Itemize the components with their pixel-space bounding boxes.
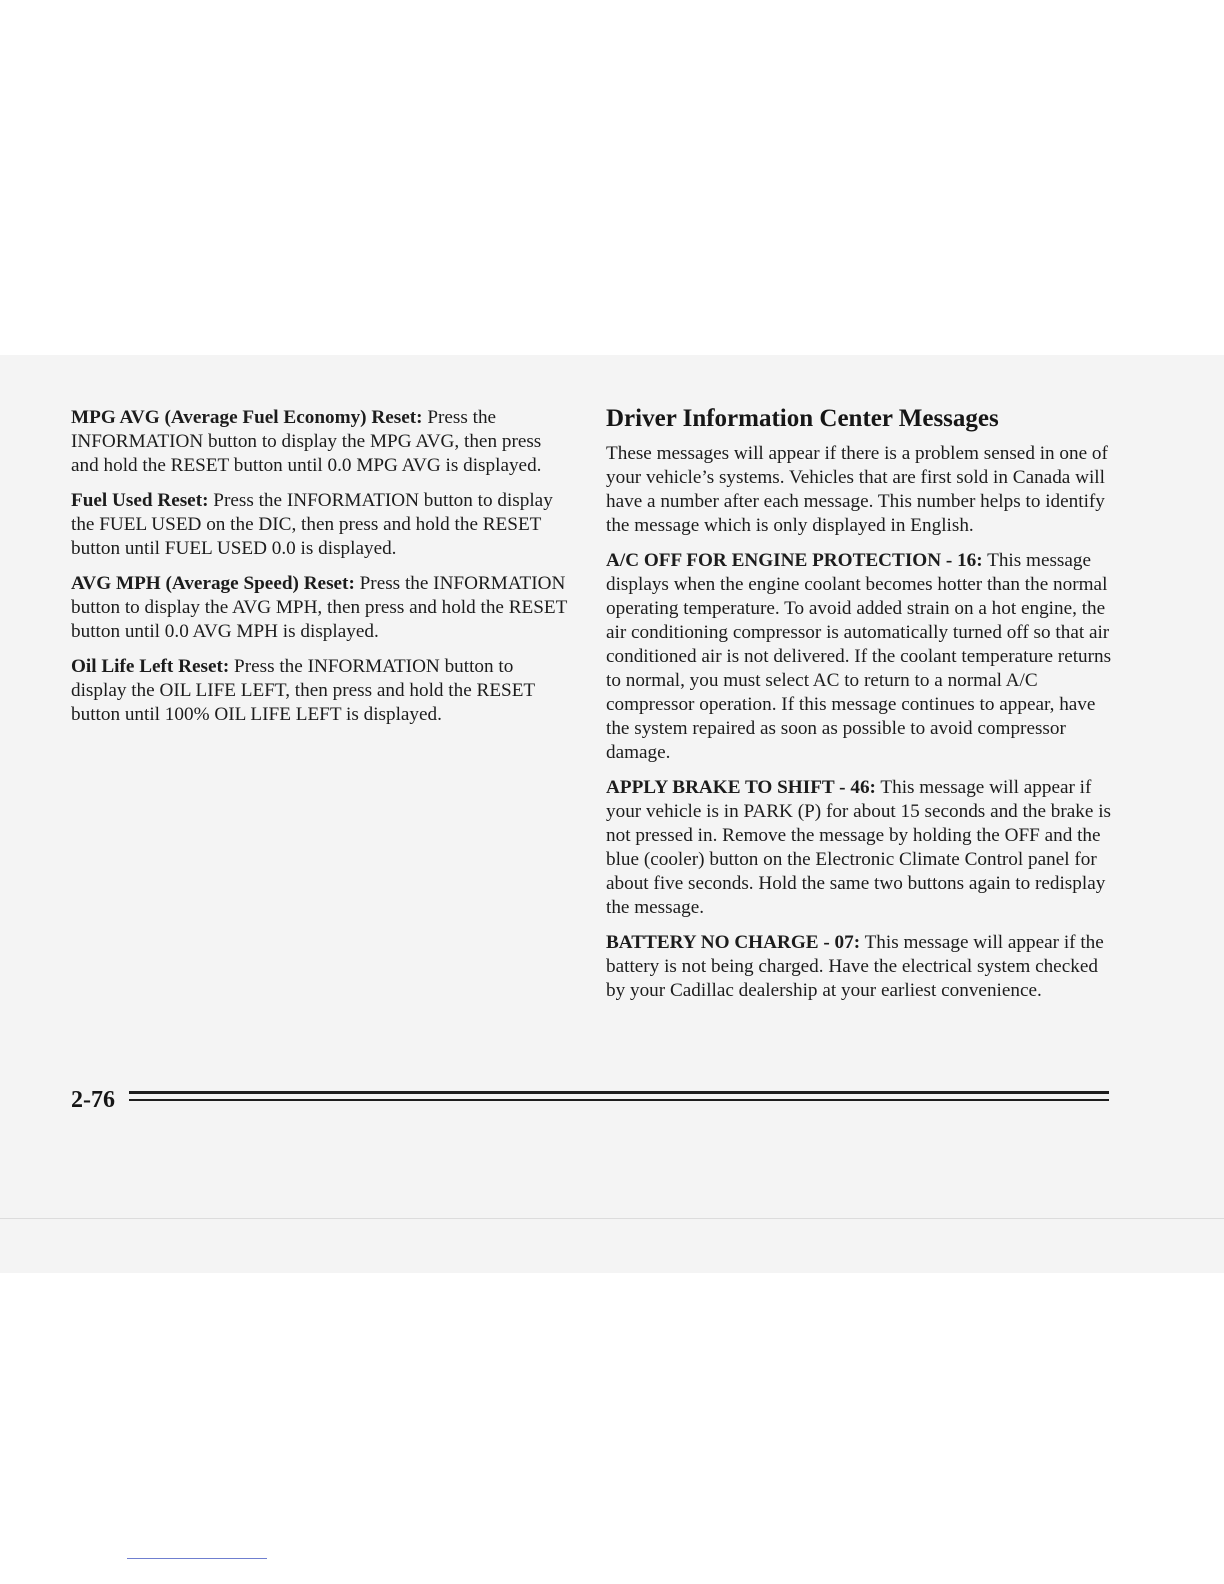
section-heading: Driver Information Center Messages xyxy=(606,405,999,432)
message-body: This message displays when the engine coolant becomes hotter than the normal operating temperature. To avoid added strain on a hot engine, the air conditioning compressor is automatically turned off so that air conditioned air is not delivered. If the coolant temperature returns to normal, you must select AC to return to a normal A/C compressor operation. If this message continues to appear, have the system repaired as soon as possible to avoid compressor damage. xyxy=(606,550,1112,763)
footer-rule-thin xyxy=(129,1099,1109,1101)
paragraph-lead: MPG AVG (Average Fuel Economy) Reset: xyxy=(71,407,423,428)
paragraph-body: Press the INFORMATION button to display the OIL LIFE LEFT, then press and hold the RESET button until 100% OIL LIFE LEFT is displayed. xyxy=(71,656,535,725)
footer-rule-thick xyxy=(129,1091,1109,1094)
message-battery-no-charge xyxy=(606,931,1116,1003)
paragraph-body: Press the INFORMATION button to display the FUEL USED on the DIC, then press and hold the RESET button until FUEL USED 0.0 is displayed. xyxy=(71,490,553,559)
page-footer xyxy=(71,1085,1111,1115)
paragraph-lead: Oil Life Left Reset: xyxy=(71,656,230,677)
paragraph-lead: Fuel Used Reset: xyxy=(71,490,209,511)
band-edge-line xyxy=(0,1218,1224,1219)
left-column xyxy=(71,406,571,738)
paragraph-fuel-used-reset xyxy=(71,489,571,561)
message-lead: A/C OFF FOR ENGINE PROTECTION - 16: xyxy=(606,550,983,571)
message-apply-brake xyxy=(606,776,1116,920)
page-number: 2-76 xyxy=(71,1087,115,1113)
paragraph-mpg-avg-reset xyxy=(71,406,571,478)
right-column xyxy=(606,404,1116,1014)
scan-edge-mark xyxy=(127,1558,267,1559)
section-intro: These messages will appear if there is a problem sensed in one of your vehicle’s systems. Vehicles that are first sold in Canada will have a number after each message. This number helps to identify the message which is only displayed in English. xyxy=(606,443,1108,536)
paragraph-avg-mph-reset xyxy=(71,572,571,644)
paragraph-lead: AVG MPH (Average Speed) Reset: xyxy=(71,573,355,594)
message-body: This message will appear if the battery is not being charged. Have the electrical system checked by your Cadillac dealership at your earliest convenience. xyxy=(606,932,1104,1001)
message-lead: BATTERY NO CHARGE - 07: xyxy=(606,932,861,953)
message-lead: APPLY BRAKE TO SHIFT - 46: xyxy=(606,777,876,798)
paragraph-body: Press the INFORMATION button to display the MPG AVG, then press and hold the RESET button until 0.0 MPG AVG is displayed. xyxy=(71,407,542,476)
paragraph-oil-life-left-reset xyxy=(71,655,571,727)
paragraph-body: Press the INFORMATION button to display the AVG MPH, then press and hold the RESET button until 0.0 AVG MPH is displayed. xyxy=(71,573,568,642)
message-body: This message will appear if your vehicle is in PARK (P) for about 15 seconds and the brake is not pressed in. Remove the message by holding the OFF and the blue (cooler) button on the Electronic Climate Control panel for about five seconds. Hold the same two buttons again to redisplay the message. xyxy=(606,777,1112,918)
message-ac-off xyxy=(606,549,1116,765)
